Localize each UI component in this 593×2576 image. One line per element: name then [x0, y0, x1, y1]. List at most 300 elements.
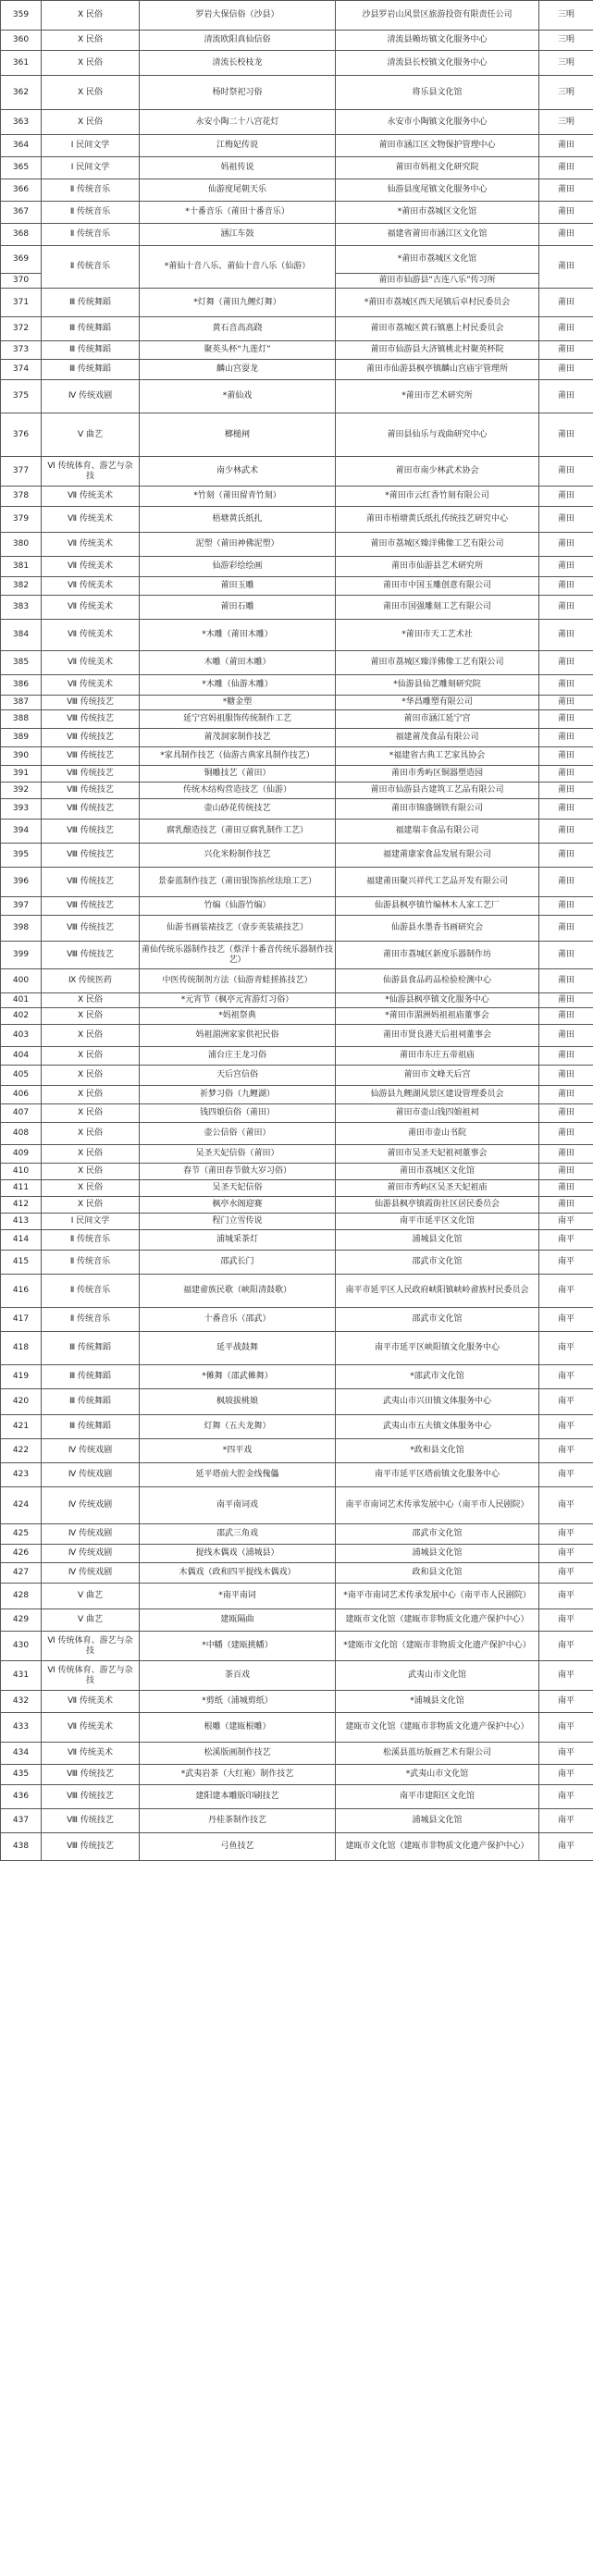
region-cell: 莆田 — [539, 317, 593, 341]
region-cell: 莆田 — [539, 360, 593, 380]
region-cell: 莆田 — [539, 620, 593, 651]
protection-unit-cell: 福建莆康家食品发展有限公司 — [336, 844, 539, 868]
table-row — [1, 457, 593, 487]
row-number-cell: 436 — [1, 1785, 42, 1809]
item-name-cell: 浦城采茶灯 — [140, 1230, 336, 1251]
category-cell: Ⅶ 传统美术 — [42, 487, 140, 507]
row-number-cell: 412 — [1, 1197, 42, 1214]
region-cell: 莆田 — [539, 1164, 593, 1180]
region-cell: 南平 — [539, 1415, 593, 1439]
region-cell: 莆田 — [539, 289, 593, 317]
region-cell: 莆田 — [539, 135, 593, 157]
item-name-cell: *灯舞（莆田九鲤灯舞） — [140, 289, 336, 317]
region-cell: 南平 — [539, 1563, 593, 1584]
protection-unit-cell: *莆田市湄洲妈祖祖庙董事会 — [336, 1008, 539, 1025]
table-row — [1, 157, 593, 179]
item-name-cell: 延平塔前大腔金线傀儡 — [140, 1463, 336, 1487]
protection-unit-cell: *浦城县文化馆 — [336, 1691, 539, 1713]
item-name-cell: *竹刻（莆田留青竹刻） — [140, 487, 336, 507]
row-number-cell: 368 — [1, 224, 42, 246]
row-number-cell: 423 — [1, 1463, 42, 1487]
item-name-cell: 天后宫信俗 — [140, 1066, 336, 1086]
protection-unit-cell: *南平市南词艺术传承发展中心（南平市人民剧院） — [336, 1584, 539, 1609]
table-row — [1, 1275, 593, 1308]
item-name-cell: *家具制作技艺（仙游古典家具制作技艺） — [140, 747, 336, 766]
category-cell: Ⅹ 民俗 — [42, 1086, 140, 1104]
protection-unit-cell: 莆田市秀屿区吴圣天妃祖庙 — [336, 1180, 539, 1197]
category-cell: Ⅹ 民俗 — [42, 993, 140, 1008]
region-cell: 莆田 — [539, 380, 593, 413]
region-cell: 南平 — [539, 1584, 593, 1609]
row-number-cell: 403 — [1, 1025, 42, 1047]
row-number-cell: 387 — [1, 696, 42, 710]
item-name-cell: 莆茂洞家制作技艺 — [140, 729, 336, 747]
table-row — [1, 766, 593, 783]
category-cell: Ⅶ 传统美术 — [42, 620, 140, 651]
region-cell: 莆田 — [539, 1145, 593, 1164]
table-row — [1, 1197, 593, 1214]
row-number-cell: 364 — [1, 135, 42, 157]
protection-unit-cell: 南平市建阳区文化馆 — [336, 1785, 539, 1809]
row-number-cell: 386 — [1, 675, 42, 696]
category-cell: Ⅱ 传统音乐 — [42, 1230, 140, 1251]
category-cell: Ⅶ 传统美术 — [42, 577, 140, 596]
protection-unit-cell: 建瓯市文化馆（建瓯市非物质文化遗产保护中心） — [336, 1713, 539, 1743]
table-row — [1, 135, 593, 157]
row-number-cell: 391 — [1, 766, 42, 783]
protection-unit-cell: *莆田市云红香竹刻有限公司 — [336, 487, 539, 507]
table-row — [1, 507, 593, 533]
table-row — [1, 1785, 593, 1809]
item-name-cell: 木偶戏（政和四平提线木偶戏） — [140, 1563, 336, 1584]
protection-unit-cell: *建瓯市文化馆（建瓯市非物质文化遗产保护中心） — [336, 1632, 539, 1661]
row-number-cell: 370 — [1, 274, 42, 289]
table-row — [1, 1164, 593, 1180]
table-row — [1, 820, 593, 844]
item-name-cell: 永安小陶二十八宫花灯 — [140, 110, 336, 135]
table-row — [1, 1563, 593, 1584]
category-cell: Ⅹ 民俗 — [42, 51, 140, 76]
table-row — [1, 289, 593, 317]
protection-unit-cell: 福建莆田聚兴祥代工艺品开发有限公司 — [336, 868, 539, 897]
protection-unit-cell: *华昌雕塑有限公司 — [336, 696, 539, 710]
table-row — [1, 202, 593, 224]
row-number-cell: 374 — [1, 360, 42, 380]
row-number-cell: 416 — [1, 1275, 42, 1308]
protection-unit-cell: 莆田市荔城区新度乐器制作坊 — [336, 942, 539, 969]
category-cell: Ⅹ 民俗 — [42, 110, 140, 135]
table-row — [1, 1439, 593, 1463]
protection-unit-cell: *莆田市荔城区文化馆 — [336, 246, 539, 274]
item-name-cell: 南少林武术 — [140, 457, 336, 487]
row-number-cell: 380 — [1, 533, 42, 557]
region-cell: 莆田 — [539, 766, 593, 783]
item-name-cell: 妈祖湄洲家家供祀民俗 — [140, 1025, 336, 1047]
row-number-cell: 377 — [1, 457, 42, 487]
category-cell: Ⅰ 民间文学 — [42, 157, 140, 179]
protection-unit-cell: 仙游县九鲤湖风景区建设管理委员会 — [336, 1086, 539, 1104]
item-name-cell: 松溪版画制作技艺 — [140, 1743, 336, 1765]
row-number-cell: 404 — [1, 1047, 42, 1066]
region-cell: 莆田 — [539, 1104, 593, 1123]
table-row — [1, 1365, 593, 1389]
item-name-cell: 灯舞（五夫龙舞） — [140, 1415, 336, 1439]
category-cell: Ⅷ 传统技艺 — [42, 766, 140, 783]
category-cell: Ⅹ 民俗 — [42, 1, 140, 31]
region-cell: 莆田 — [539, 1066, 593, 1086]
item-name-cell: 春节（莆田春节做大岁习俗） — [140, 1164, 336, 1180]
row-number-cell: 397 — [1, 897, 42, 916]
item-name-cell: 清流欧阳真仙信俗 — [140, 31, 336, 51]
row-number-cell: 367 — [1, 202, 42, 224]
protection-unit-cell: 莆田市吴圣天妃祖祠董事会 — [336, 1145, 539, 1164]
item-name-cell: 妈祖传说 — [140, 157, 336, 179]
item-name-cell: 木雕（莆田木雕） — [140, 651, 336, 675]
table-row — [1, 1632, 593, 1661]
protection-unit-cell: 莆田县仙乐与戏曲研究中心 — [336, 413, 539, 457]
region-cell: 南平 — [539, 1332, 593, 1365]
table-row — [1, 799, 593, 820]
row-number-cell: 365 — [1, 157, 42, 179]
row-number-cell: 417 — [1, 1308, 42, 1332]
category-cell: Ⅲ 传统舞蹈 — [42, 289, 140, 317]
item-name-cell: 祈梦习俗（九鲤湖） — [140, 1086, 336, 1104]
category-cell: Ⅷ 传统技艺 — [42, 1785, 140, 1809]
protection-unit-cell: 莆田市涵江延宁宫 — [336, 710, 539, 729]
item-name-cell: 梧塘黄氏纸扎 — [140, 507, 336, 533]
table-row — [1, 710, 593, 729]
region-cell: 莆田 — [539, 1180, 593, 1197]
category-cell: Ⅱ 传统音乐 — [42, 1251, 140, 1275]
protection-unit-cell: *莆田市荔城区文化馆 — [336, 202, 539, 224]
category-cell: Ⅴ 曲艺 — [42, 413, 140, 457]
category-cell: Ⅰ 民间文学 — [42, 135, 140, 157]
row-number-cell: 418 — [1, 1332, 42, 1365]
region-cell: 南平 — [539, 1785, 593, 1809]
region-cell: 南平 — [539, 1691, 593, 1713]
row-number-cell: 392 — [1, 783, 42, 799]
item-name-cell: 钱四娘信俗（莆田） — [140, 1104, 336, 1123]
protection-unit-cell: *仙游县枫亭镇文化服务中心 — [336, 993, 539, 1008]
region-cell: 莆田 — [539, 1008, 593, 1025]
table-row — [1, 557, 593, 577]
row-number-cell: 433 — [1, 1713, 42, 1743]
item-name-cell: 中医传统制剂方法（仙游青蛙搓拣技艺） — [140, 969, 336, 993]
category-cell: Ⅶ 传统美术 — [42, 557, 140, 577]
protection-unit-cell: 莆田市文峰天后宫 — [336, 1066, 539, 1086]
protection-unit-cell: 莆田市壶山钱四娘祖祠 — [336, 1104, 539, 1123]
item-name-cell: 罗岩大保信俗（沙县） — [140, 1, 336, 31]
row-number-cell: 375 — [1, 380, 42, 413]
category-cell: Ⅲ 传统舞蹈 — [42, 1415, 140, 1439]
protection-unit-cell: 仙游县枫亭镇霞街社区居民委员会 — [336, 1197, 539, 1214]
row-number-cell: 378 — [1, 487, 42, 507]
protection-unit-cell: 南平市延平区文化馆 — [336, 1214, 539, 1230]
table-row — [1, 1743, 593, 1765]
region-cell: 莆田 — [539, 844, 593, 868]
item-name-cell: 茶百戏 — [140, 1661, 336, 1691]
item-name-cell: 延平战鼓舞 — [140, 1332, 336, 1365]
category-cell: Ⅶ 传统美术 — [42, 1713, 140, 1743]
region-cell: 莆田 — [539, 710, 593, 729]
protection-unit-cell: 莆田市妈祖文化研究院 — [336, 157, 539, 179]
category-cell: Ⅲ 传统舞蹈 — [42, 360, 140, 380]
table-row — [1, 868, 593, 897]
protection-unit-cell: 将乐县文化馆 — [336, 76, 539, 110]
protection-unit-cell: 莆田市荔城区黄石镇惠上村民委员会 — [336, 317, 539, 341]
region-cell: 莆田 — [539, 533, 593, 557]
region-cell: 莆田 — [539, 341, 593, 360]
category-cell: Ⅶ 传统美术 — [42, 507, 140, 533]
row-number-cell: 407 — [1, 1104, 42, 1123]
region-cell: 莆田 — [539, 916, 593, 942]
table-row — [1, 1025, 593, 1047]
item-name-cell: 莆田石雕 — [140, 596, 336, 620]
item-name-cell: 提线木偶戏（浦城县） — [140, 1545, 336, 1563]
table-row — [1, 1661, 593, 1691]
protection-unit-cell: *邵武市文化馆 — [336, 1365, 539, 1389]
category-cell: Ⅷ 传统技艺 — [42, 844, 140, 868]
region-cell: 莆田 — [539, 747, 593, 766]
row-number-cell: 363 — [1, 110, 42, 135]
category-cell: Ⅹ 民俗 — [42, 1047, 140, 1066]
region-cell: 南平 — [539, 1214, 593, 1230]
region-cell: 莆田 — [539, 1197, 593, 1214]
table-row — [1, 1545, 593, 1563]
row-number-cell: 379 — [1, 507, 42, 533]
region-cell: 南平 — [539, 1743, 593, 1765]
category-cell: Ⅳ 传统戏剧 — [42, 1545, 140, 1563]
region-cell: 三明 — [539, 76, 593, 110]
item-name-cell: 涵江车鼓 — [140, 224, 336, 246]
region-cell: 莆田 — [539, 1025, 593, 1047]
row-number-cell: 393 — [1, 799, 42, 820]
category-cell: Ⅶ 传统美术 — [42, 533, 140, 557]
table-row — [1, 897, 593, 916]
table-row — [1, 651, 593, 675]
protection-unit-cell: 建瓯市文化馆（建瓯市非物质文化遗产保护中心） — [336, 1833, 539, 1861]
table-row — [1, 360, 593, 380]
protection-unit-cell: 武夷山市兴田镇文体服务中心 — [336, 1389, 539, 1415]
item-name-cell: *傩舞（邵武傩舞） — [140, 1365, 336, 1389]
table-row — [1, 1713, 593, 1743]
row-number-cell: 437 — [1, 1809, 42, 1833]
region-cell: 南平 — [539, 1439, 593, 1463]
region-cell: 莆田 — [539, 675, 593, 696]
table-row — [1, 1308, 593, 1332]
region-cell: 莆田 — [539, 1123, 593, 1145]
category-cell: Ⅷ 传统技艺 — [42, 729, 140, 747]
item-name-cell: 江梅妃传说 — [140, 135, 336, 157]
region-cell: 莆田 — [539, 179, 593, 202]
protection-unit-cell: 邵武市文化馆 — [336, 1308, 539, 1332]
item-name-cell: 仙游书画装裱技艺（壹步英装裱技艺） — [140, 916, 336, 942]
table-row — [1, 1214, 593, 1230]
table-row — [1, 380, 593, 413]
row-number-cell: 425 — [1, 1524, 42, 1545]
table-row — [1, 1047, 593, 1066]
category-cell: Ⅷ 传统技艺 — [42, 799, 140, 820]
category-cell: Ⅹ 民俗 — [42, 1180, 140, 1197]
item-name-cell: *四平戏 — [140, 1439, 336, 1463]
table-row — [1, 969, 593, 993]
table-row — [1, 844, 593, 868]
row-number-cell: 402 — [1, 1008, 42, 1025]
protection-unit-cell: 莆田市仙游县大济镇桃北村聚英杯院 — [336, 341, 539, 360]
protection-unit-cell: *莆田市荔城区西天尾镇后卓村民委员会 — [336, 289, 539, 317]
item-name-cell: 兴化米粉制作技艺 — [140, 844, 336, 868]
table-row — [1, 1609, 593, 1632]
item-name-cell: *武夷岩茶（大红袍）制作技艺 — [140, 1765, 336, 1785]
table-row — [1, 696, 593, 710]
protection-unit-cell: 仙游县食品药品检验检测中心 — [336, 969, 539, 993]
category-cell: Ⅹ 民俗 — [42, 1066, 140, 1086]
category-cell: Ⅷ 传统技艺 — [42, 1765, 140, 1785]
row-number-cell: 372 — [1, 317, 42, 341]
table-row — [1, 1833, 593, 1861]
item-name-cell: *莆仙十音八乐、莆仙十音八乐（仙游） — [140, 246, 336, 289]
table-row — [1, 1463, 593, 1487]
table-row — [1, 993, 593, 1008]
protection-unit-cell: *仙游县仙艺雕刻研究院 — [336, 675, 539, 696]
item-name-cell: 浦台庄王龙习俗 — [140, 1047, 336, 1066]
region-cell: 南平 — [539, 1275, 593, 1308]
protection-unit-cell: 莆田市秀屿区铜器塑造园 — [336, 766, 539, 783]
item-name-cell: *南平南词 — [140, 1584, 336, 1609]
row-number-cell: 376 — [1, 413, 42, 457]
region-cell: 三明 — [539, 1, 593, 31]
region-cell: 莆田 — [539, 202, 593, 224]
region-cell: 莆田 — [539, 993, 593, 1008]
item-name-cell: *元宵节（枫亭元宵游灯习俗） — [140, 993, 336, 1008]
protection-unit-cell: 永安市小陶镇文化服务中心 — [336, 110, 539, 135]
category-cell: Ⅱ 传统音乐 — [42, 202, 140, 224]
region-cell: 莆田 — [539, 413, 593, 457]
protection-unit-cell: 福建省莆田市涵江区文化馆 — [336, 224, 539, 246]
row-number-cell: 435 — [1, 1765, 42, 1785]
protection-unit-cell: 莆田市贤良港天后祖祠董事会 — [336, 1025, 539, 1047]
category-cell: Ⅹ 民俗 — [42, 1164, 140, 1180]
protection-unit-cell: 建瓯市文化馆（建瓯市非物质文化遗产保护中心） — [336, 1609, 539, 1632]
category-cell: Ⅶ 传统美术 — [42, 675, 140, 696]
item-name-cell: 壶山砂花传统技艺 — [140, 799, 336, 820]
category-cell: Ⅷ 传统技艺 — [42, 897, 140, 916]
table-row — [1, 1415, 593, 1439]
protection-unit-cell: 武夷山市五夫镇文体服务中心 — [336, 1415, 539, 1439]
protection-unit-cell: 仙游县度尾镇文化服务中心 — [336, 179, 539, 202]
table-row — [1, 1332, 593, 1365]
region-cell: 莆田 — [539, 596, 593, 620]
item-name-cell: 铜雕技艺（莆田） — [140, 766, 336, 783]
protection-unit-cell: 莆田市仙游县“古连八乐”传习所 — [336, 274, 539, 289]
item-name-cell: *剪纸（浦城剪纸） — [140, 1691, 336, 1713]
category-cell: Ⅵ 传统体育、游艺与杂技 — [42, 457, 140, 487]
table-row — [1, 413, 593, 457]
region-cell: 南平 — [539, 1545, 593, 1563]
table-row — [1, 1104, 593, 1123]
row-number-cell: 410 — [1, 1164, 42, 1180]
region-cell: 莆田 — [539, 1086, 593, 1104]
item-name-cell: 吴圣天妃信俗（莆田） — [140, 1145, 336, 1164]
category-cell: Ⅶ 传统美术 — [42, 596, 140, 620]
item-name-cell: 邵武长门 — [140, 1251, 336, 1275]
row-number-cell: 362 — [1, 76, 42, 110]
protection-unit-cell: 莆田市荔城区文化馆 — [336, 1164, 539, 1180]
row-number-cell: 438 — [1, 1833, 42, 1861]
row-number-cell: 413 — [1, 1214, 42, 1230]
region-cell: 南平 — [539, 1661, 593, 1691]
protection-unit-cell: *福建省古典工艺家具协会 — [336, 747, 539, 766]
category-cell: Ⅶ 传统美术 — [42, 1691, 140, 1713]
table-row — [1, 747, 593, 766]
category-cell: Ⅳ 传统戏剧 — [42, 1563, 140, 1584]
item-name-cell: 邵武三角戏 — [140, 1524, 336, 1545]
item-name-cell: 壶公信俗（莆田） — [140, 1123, 336, 1145]
table-row — [1, 341, 593, 360]
region-cell: 南平 — [539, 1809, 593, 1833]
protection-unit-cell: 莆田市梧塘黄氏纸扎传统技艺研究中心 — [336, 507, 539, 533]
region-cell: 南平 — [539, 1251, 593, 1275]
item-name-cell: *莆仙戏 — [140, 380, 336, 413]
item-name-cell: 弓鱼技艺 — [140, 1833, 336, 1861]
table-row — [1, 577, 593, 596]
region-cell: 莆田 — [539, 487, 593, 507]
region-cell: 南平 — [539, 1463, 593, 1487]
region-cell: 南平 — [539, 1765, 593, 1785]
category-cell: Ⅳ 传统戏剧 — [42, 380, 140, 413]
row-number-cell: 399 — [1, 942, 42, 969]
category-cell: Ⅴ 曲艺 — [42, 1584, 140, 1609]
table-row — [1, 596, 593, 620]
row-number-cell: 420 — [1, 1389, 42, 1415]
item-name-cell: 枫亭水阁迎赛 — [140, 1197, 336, 1214]
item-name-cell: 传统木结构营造技艺（仙游） — [140, 783, 336, 799]
region-cell: 莆田 — [539, 246, 593, 289]
region-cell: 莆田 — [539, 799, 593, 820]
row-number-cell: 384 — [1, 620, 42, 651]
table-row — [1, 31, 593, 51]
item-name-cell: 十番音乐（邵武） — [140, 1308, 336, 1332]
protection-unit-cell: 浦城县文化馆 — [336, 1809, 539, 1833]
region-cell: 莆田 — [539, 942, 593, 969]
category-cell: Ⅹ 民俗 — [42, 1025, 140, 1047]
protection-unit-cell: 仙游县水墨香书画研究会 — [336, 916, 539, 942]
row-number-cell: 409 — [1, 1145, 42, 1164]
protection-unit-cell: 莆田市荔城区臻洋佛像工艺有限公司 — [336, 533, 539, 557]
category-cell: Ⅱ 传统音乐 — [42, 1275, 140, 1308]
category-cell: Ⅰ 民间文学 — [42, 1214, 140, 1230]
protection-unit-cell: 南平市延平区人民政府峡阳镇峡岭畲族村民委员会 — [336, 1275, 539, 1308]
protection-unit-cell: 莆田市涵江区文物保护管理中心 — [336, 135, 539, 157]
protection-unit-cell: 莆田市壶山书院 — [336, 1123, 539, 1145]
category-cell: Ⅲ 传统舞蹈 — [42, 317, 140, 341]
category-cell: Ⅲ 传统舞蹈 — [42, 1365, 140, 1389]
category-cell: Ⅹ 民俗 — [42, 1123, 140, 1145]
row-number-cell: 432 — [1, 1691, 42, 1713]
region-cell: 南平 — [539, 1632, 593, 1661]
row-number-cell: 411 — [1, 1180, 42, 1197]
item-name-cell: *糖金塑 — [140, 696, 336, 710]
category-cell: Ⅷ 传统技艺 — [42, 696, 140, 710]
row-number-cell: 431 — [1, 1661, 42, 1691]
category-cell: Ⅲ 传统舞蹈 — [42, 1389, 140, 1415]
table-row — [1, 533, 593, 557]
protection-unit-cell: 政和县文化馆 — [336, 1563, 539, 1584]
category-cell: Ⅸ 传统医药 — [42, 969, 140, 993]
protection-unit-cell: 莆田市仙游县艺术研究所 — [336, 557, 539, 577]
protection-unit-cell: 莆田市南少林武术协会 — [336, 457, 539, 487]
table-row — [1, 1180, 593, 1197]
